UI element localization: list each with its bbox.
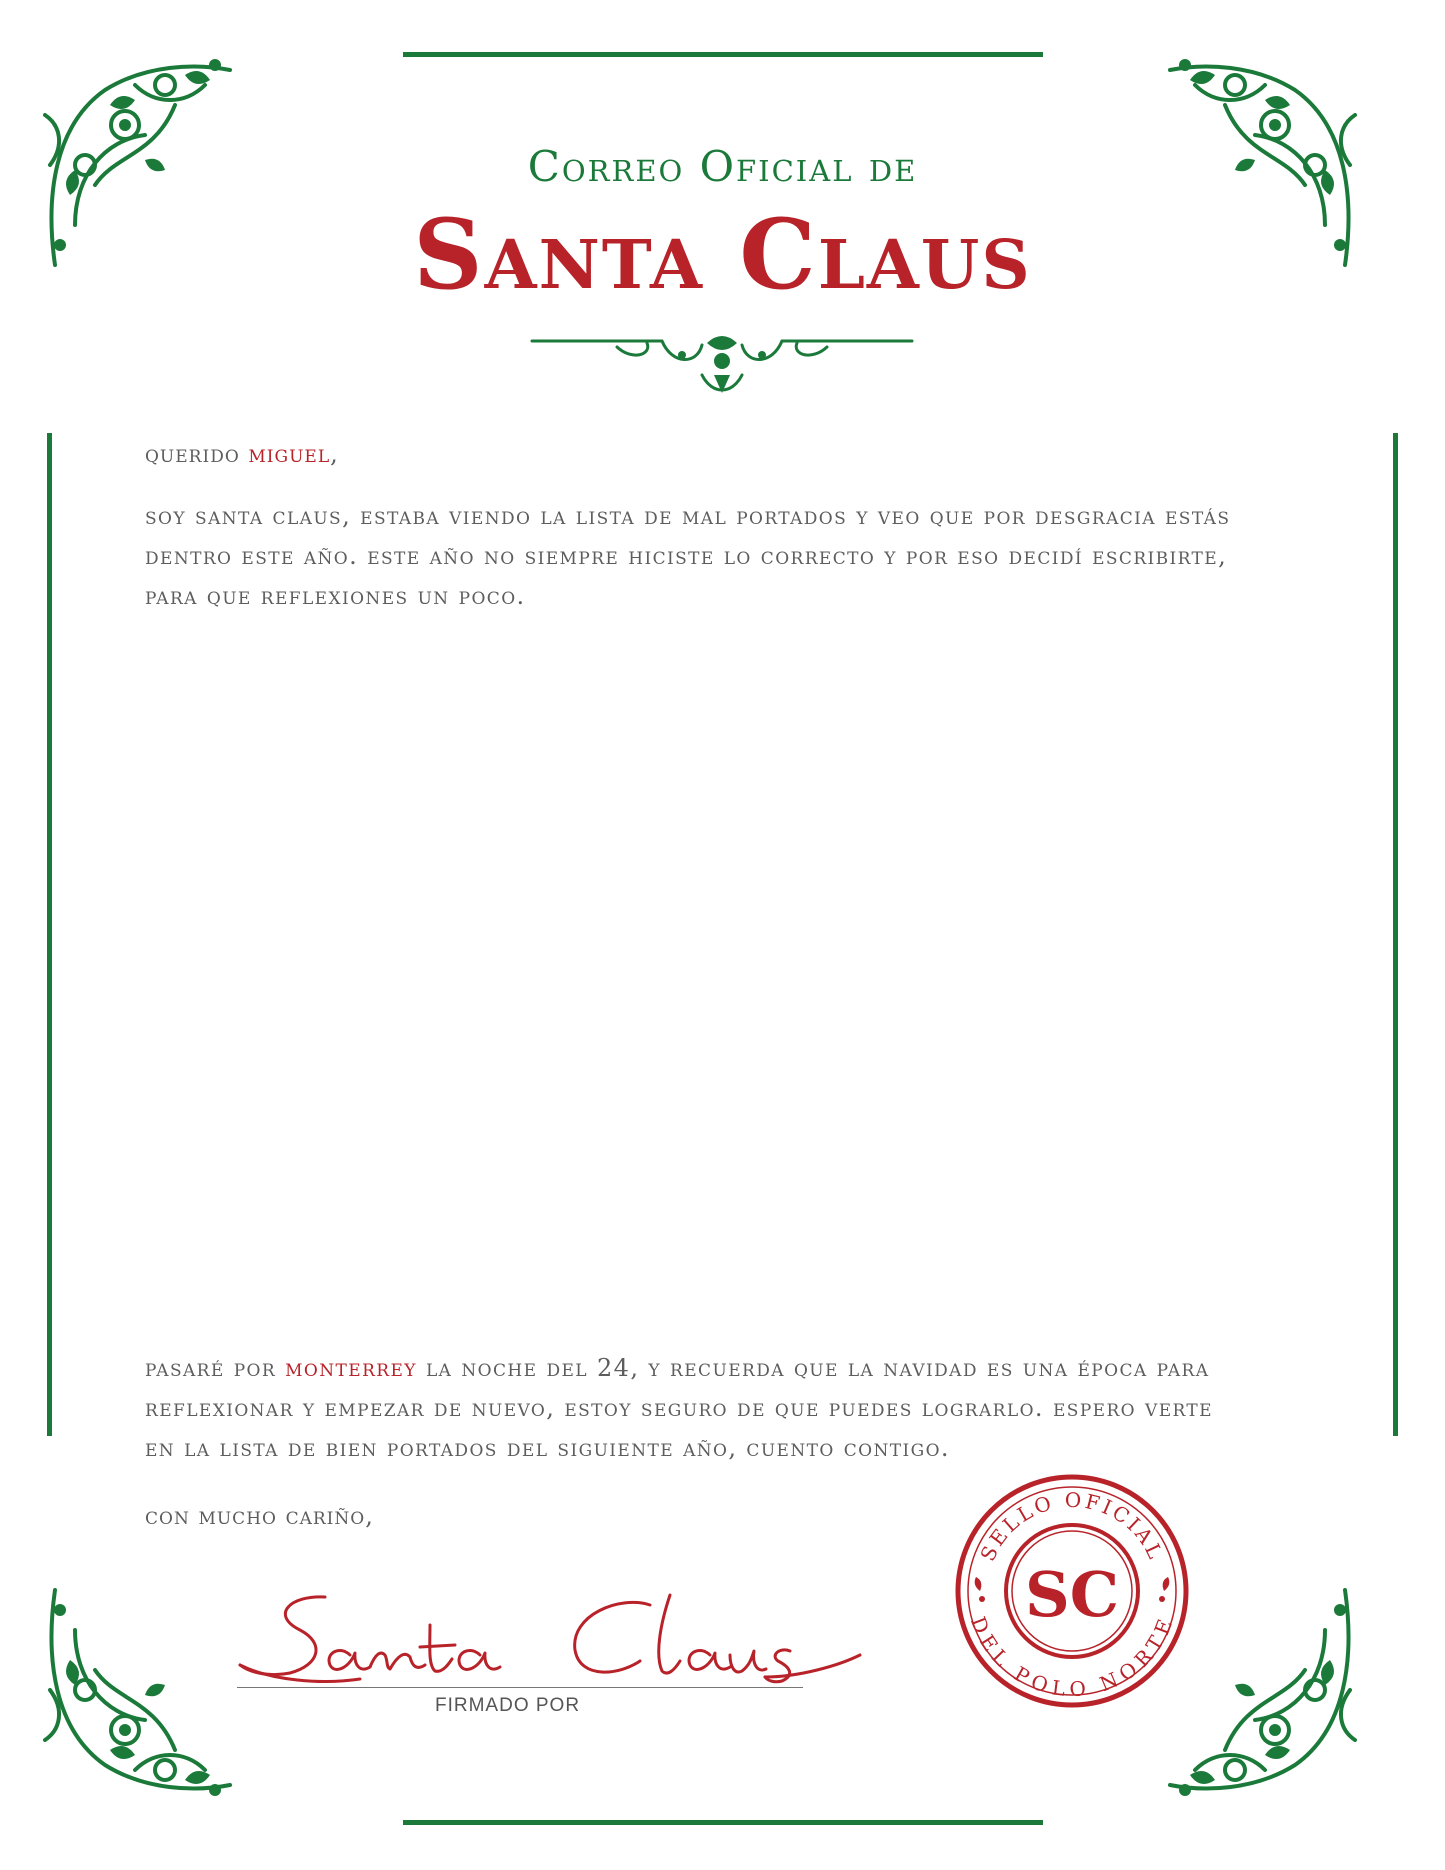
left-rule <box>47 433 52 1436</box>
handwritten-signature-icon <box>230 1585 870 1700</box>
corner-ornament-bottom-right <box>1165 1580 1365 1810</box>
header-subtitle: Correo Oficial de <box>527 142 918 191</box>
letter-closing: con mucho cariño, <box>145 1502 374 1530</box>
paragraph-2-prefix: pasaré por <box>145 1354 286 1382</box>
header-title: Santa Claus <box>413 198 1032 311</box>
signature-label: FIRMADO POR <box>435 1695 581 1716</box>
signature <box>230 1585 870 1700</box>
letter-paragraph-2 <box>145 1348 1245 1468</box>
header-flourish-icon <box>522 325 922 405</box>
greeting-suffix: , <box>330 440 339 468</box>
letter-paragraph-1: soy santa claus, estaba viendo la lista de mal portados y veo que por desgracia estás dentro este año. este año no siempre hiciste lo correcto y por eso decidí escribirte, para que reflexiones un poco. <box>145 502 1231 610</box>
seal-monogram: SC <box>1024 1558 1120 1631</box>
floral-ornament-icon <box>35 1580 235 1810</box>
floral-ornament-icon <box>1165 1580 1365 1810</box>
right-rule <box>1393 433 1398 1436</box>
paragraph-2-suffix: la noche del 24, y recuerda que la navidad es una época para reflexionar y empezar de nuevo, estoy seguro de que puedes lograrlo. espero verte en la lista de bien portados del siguiente año, cuento contigo. <box>145 1354 1213 1462</box>
corner-ornament-bottom-left <box>35 1580 235 1810</box>
top-rule <box>403 52 1043 57</box>
city-name: monterrey <box>285 1354 417 1382</box>
seal-bottom-text: DEL POLO NORTE <box>965 1613 1179 1702</box>
letter-greeting <box>145 440 1245 468</box>
recipient-name: miguel <box>248 440 331 468</box>
signature-line <box>237 1687 803 1688</box>
bottom-rule <box>403 1820 1043 1825</box>
greeting-prefix: querido <box>145 440 249 468</box>
official-seal <box>952 1471 1192 1711</box>
seal-top-text: SELLO OFICIAL <box>975 1487 1169 1565</box>
